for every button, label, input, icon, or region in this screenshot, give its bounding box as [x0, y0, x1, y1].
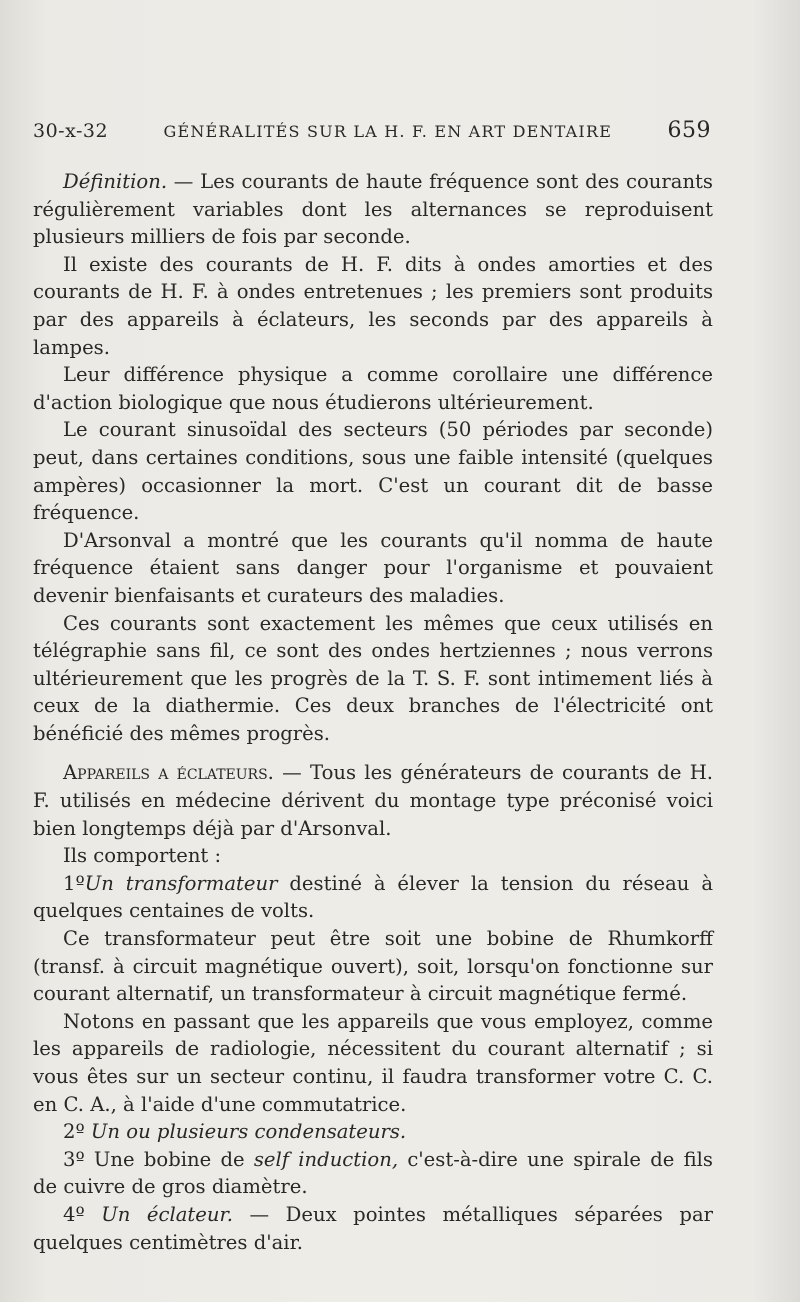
list-item-1: [33, 870, 713, 925]
item-number: 1º: [63, 871, 85, 895]
item-lead: Un transformateur: [84, 871, 278, 895]
paragraph: Notons en passant que les appareils que vous employez, comme les appareils de radiologie, nécessitent du courant alternatif ; si vous êtes sur un secteur continu, il faudra transformer votre C. C. en C. A., à l'aide d'une commutatrice.: [33, 1009, 713, 1116]
paragraph-appareils: [33, 759, 713, 842]
paragraph-definition: [33, 168, 713, 251]
paragraph-lead: Définition.: [63, 170, 168, 193]
item-number: 4º: [63, 1202, 102, 1226]
paragraph-text: — Les courants de haute fréquence sont des courants régulièrement variables dont les alternances se reproduisent plusieurs milliers de fois par seconde.: [33, 170, 713, 249]
item-number: 3º: [63, 1147, 94, 1171]
item-text: — Deux pointes métalliques séparées par quelques centimètres d'air.: [33, 1202, 713, 1254]
item-text: c'est-à-dire une spirale de fils de cuivre de gros diamètre.: [33, 1147, 713, 1199]
paragraph: Ce transformateur peut être soit une bobine de Rhumkorff (transf. à circuit magnétique ouvert), soit, lorsqu'on fonctionne sur courant alternatif, un transformateur à circuit magnétique fermé.: [33, 927, 713, 1006]
item-lead: Un éclateur.: [101, 1202, 233, 1226]
running-header: [33, 118, 711, 152]
item-lead: Un ou plusieurs condensateurs.: [90, 1120, 407, 1144]
item-pre: Une bobine de: [93, 1147, 254, 1171]
item-lead: self induction,: [253, 1147, 399, 1171]
header-date: 30-x-32: [33, 120, 109, 142]
item-number: 2º: [63, 1120, 91, 1144]
paragraph: Leur différence physique a comme corollaire une différence d'action biologique que nous étudierons ultérieurement.: [33, 363, 713, 414]
list-item-2: [33, 1118, 713, 1146]
list-item-4: [33, 1201, 713, 1256]
paragraph: D'Arsonval a montré que les courants qu'il nomma de haute fréquence étaient sans danger pour l'organisme et pouvaient devenir bienfaisants et curateurs des maladies.: [33, 528, 713, 607]
page-number: 659: [667, 118, 711, 143]
body-text: [33, 168, 713, 1256]
header-title: GÉNÉRALITÉS SUR LA H. F. EN ART DENTAIRE: [163, 122, 613, 141]
item-text: destiné à élever la tension du réseau à quelques centaines de volts.: [33, 871, 714, 923]
paragraph-text: — Tous les générateurs de courants de H. F. utilisés en médecine dérivent du montage type préconisé voici bien longtemps déjà par d'Arsonval.: [33, 761, 714, 840]
paragraph: Ces courants sont exactement les mêmes que ceux utilisés en télégraphie sans fil, ce sont des ondes hertziennes ; nous verrons ultérieurement que les progrès de la T. S. F. sont intimement liés à ceux de la diathermie. Ces deux branches de l'électricité ont bénéficié des mêmes progrès.: [33, 611, 713, 745]
list-item-3: [33, 1146, 713, 1201]
paragraph: Il existe des courants de H. F. dits à ondes amorties et des courants de H. F. à ondes entretenues ; les premiers sont produits par des appareils à éclateurs, les seconds par des appareils à lampes.: [33, 252, 713, 359]
section-lead: Appareils a éclateurs.: [63, 761, 274, 785]
paragraph: Le courant sinusoïdal des secteurs (50 périodes par seconde) peut, dans certaines conditions, sous une faible intensité (quelques ampères) occasionner la mort. C'est un courant dit de basse fréquence.: [33, 418, 713, 525]
paragraph: Ils comportent :: [63, 844, 222, 868]
